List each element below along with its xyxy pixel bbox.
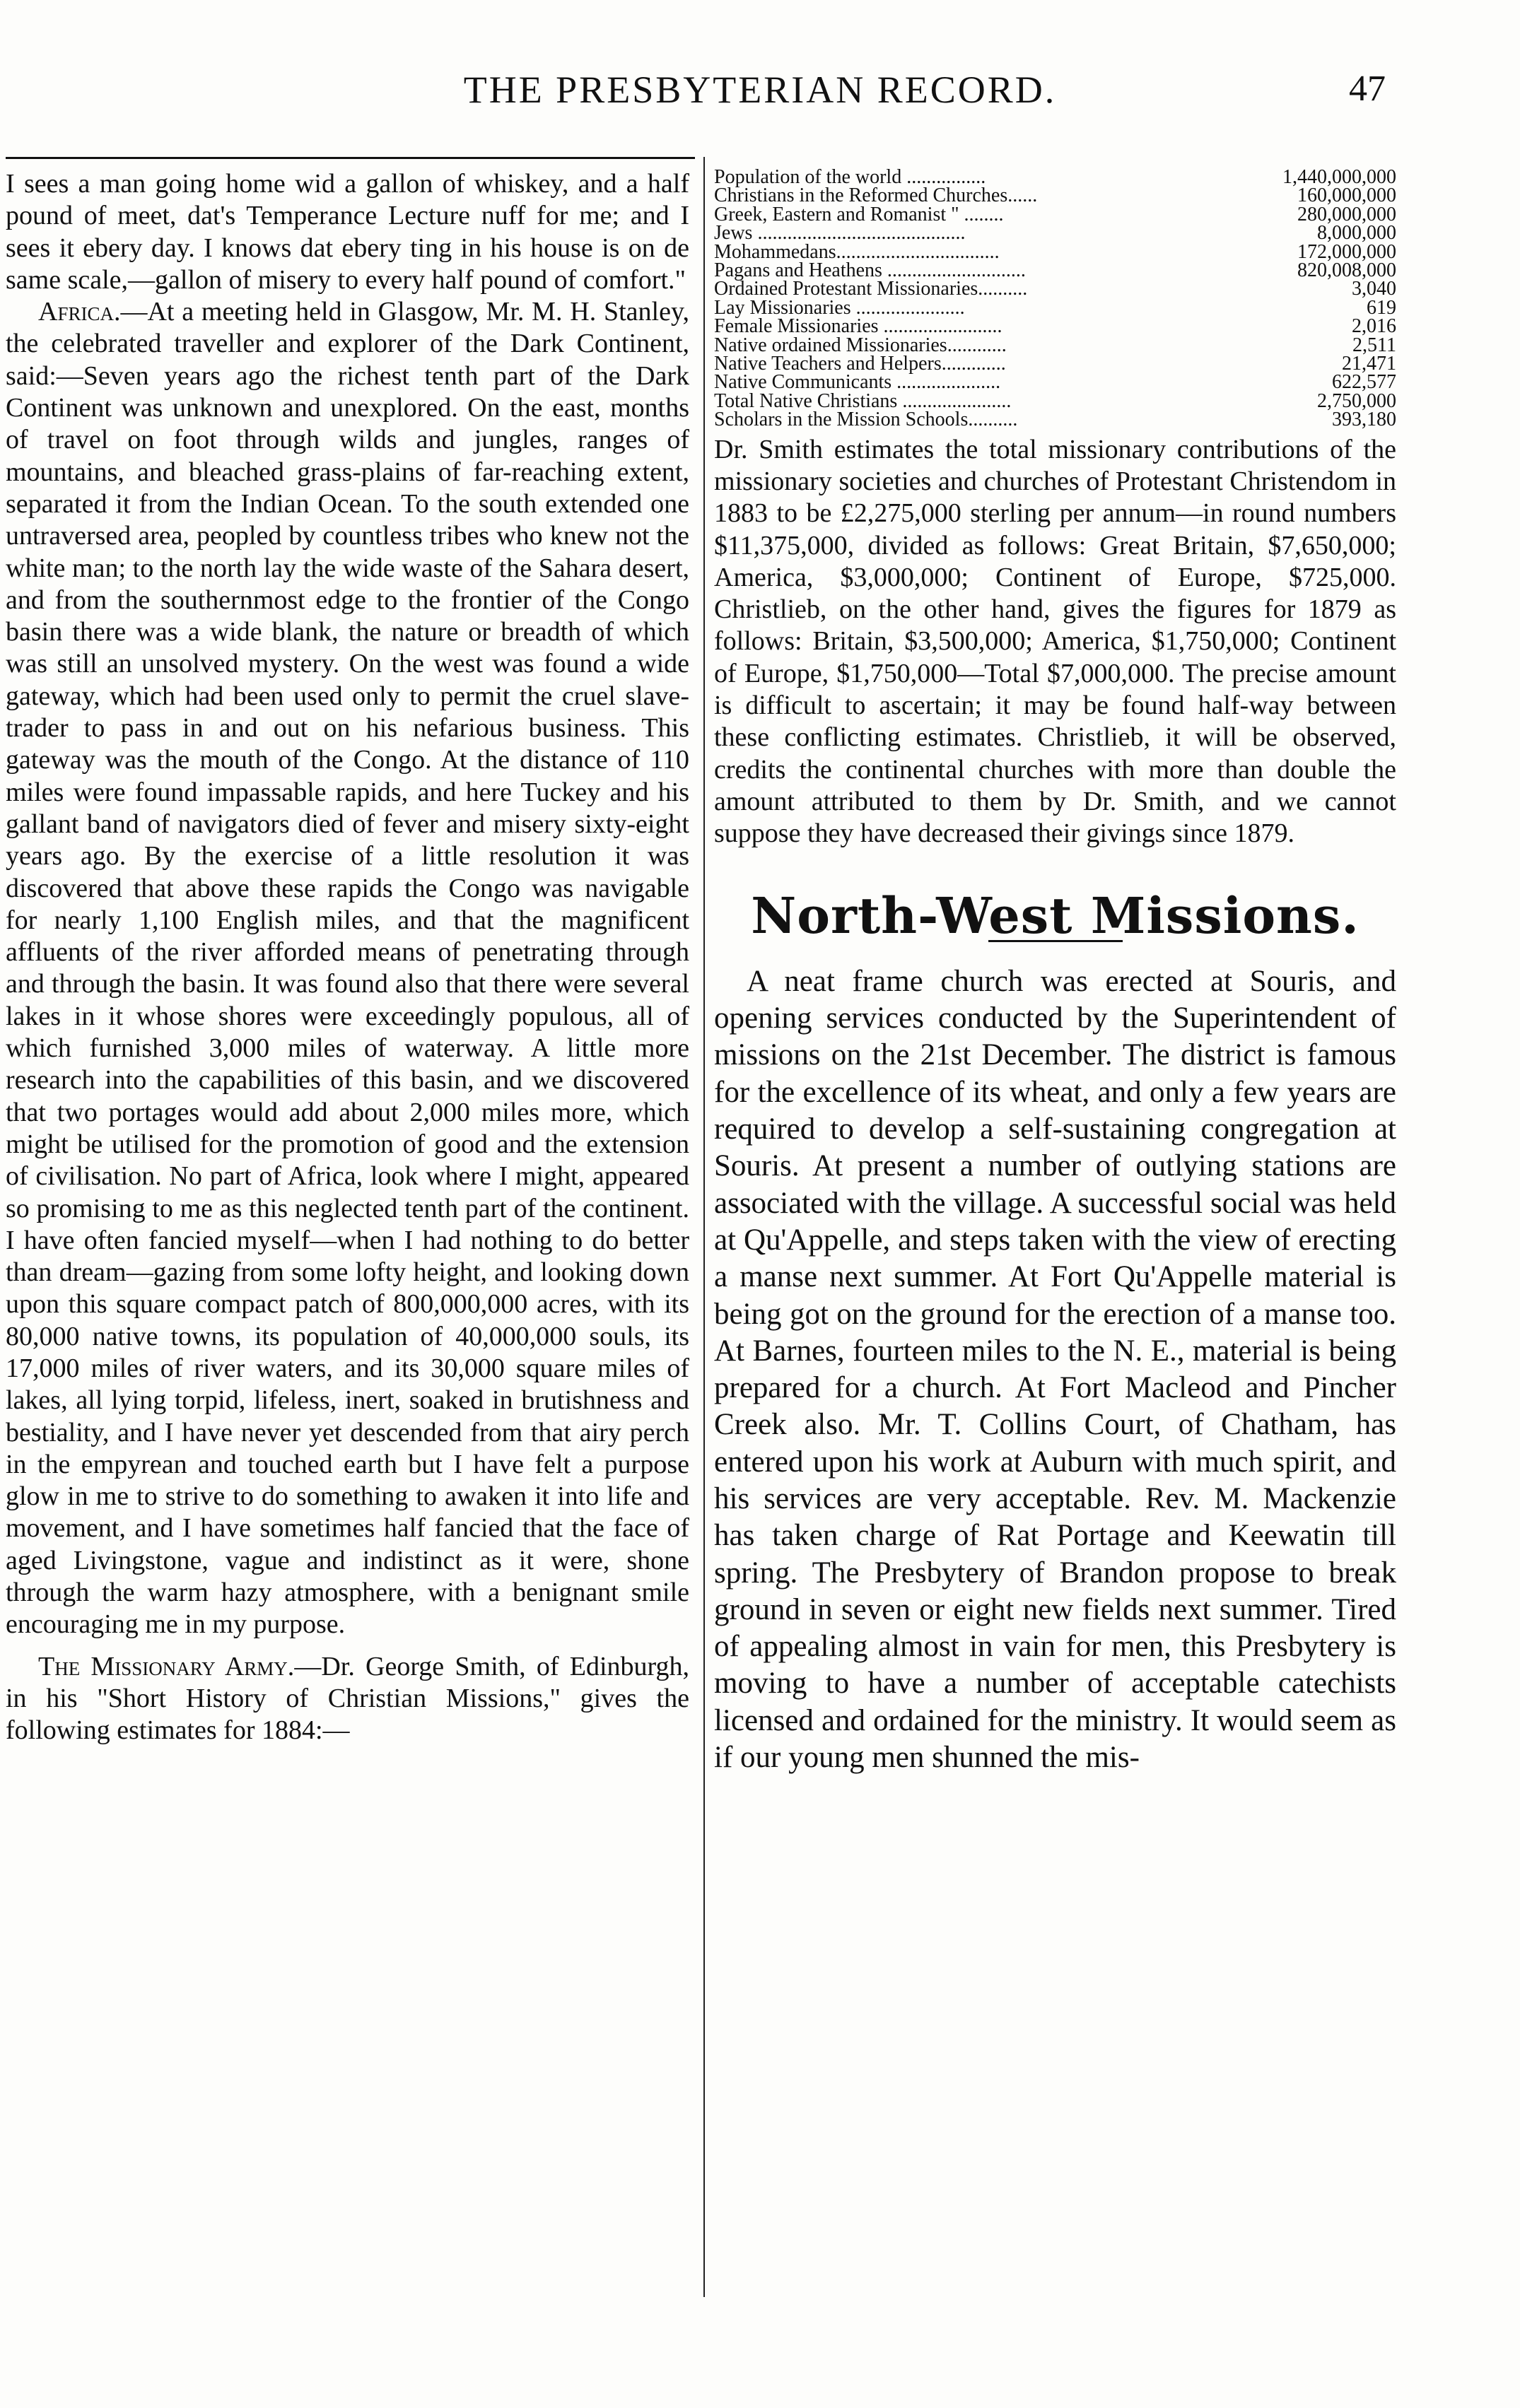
left-column <box>6 168 689 1747</box>
header-rule <box>6 157 695 159</box>
smith-estimates-paragraph: Dr. Smith estimates the total missionary contributions of the missionary societies and churches of Protestant Christendom in 1883 to be £2,275,000 sterling per annum—in round numbers $11,375,000, divided as follows: Great Britain, $7,650,000; America, $3,000,000; Continent of Europe, $725,000. Christlieb, on the other hand, gives the figures for 1879 as follows: Britain, $3,500,000; America, $1,750,000; Continent of Europe, $1,750,000—Total $7,000,000. The precise amount is difficult to ascertain; it may be found half-way between these conflicting estimates. Christlieb, it will be observed, credits the continental churches with more than double the amount attributed to them by Dr. Smith, and we cannot suppose they have decreased their givings since 1879. <box>714 434 1396 849</box>
stat-label: Pagans and Heathens ............................ <box>714 259 1026 282</box>
stat-value: 280,000,000 <box>1297 203 1396 225</box>
stat-row <box>714 411 1396 429</box>
stat-row <box>714 222 1396 245</box>
stat-label: Lay Missionaries ...................... <box>714 296 965 319</box>
africa-label: Africa. <box>38 297 121 327</box>
right-column <box>714 168 1396 1776</box>
stat-value: 8,000,000 <box>1317 222 1396 245</box>
stat-label: Scholars in the Mission Schools.......... <box>714 409 1018 431</box>
running-title: THE PRESBYTERIAN RECORD. <box>463 69 1057 111</box>
stat-value: 3,040 <box>1352 278 1396 300</box>
stat-value: 172,000,000 <box>1297 240 1396 263</box>
stat-label: Christians in the Reformed Churches...... <box>714 184 1038 207</box>
stat-label: Jews .......................................... <box>714 222 966 245</box>
stat-value: 393,180 <box>1332 409 1396 431</box>
stat-value: 2,750,000 <box>1317 389 1396 412</box>
stat-row <box>714 373 1396 392</box>
missionary-army-label: The Missionary Army. <box>38 1651 295 1681</box>
column-divider <box>703 157 705 2297</box>
stat-value: 820,008,000 <box>1297 259 1396 282</box>
stat-value: 160,000,000 <box>1297 184 1396 207</box>
stat-label: Greek, Eastern and Romanist " ........ <box>714 203 1004 225</box>
stat-label: Female Missionaries ........................ <box>714 315 1002 338</box>
stat-value: 619 <box>1367 296 1396 319</box>
missionary-army-text: —Dr. George Smith, of Edinburgh, in his "Short History of Christian Missions," gives the following estimates for 1884:— <box>6 1651 689 1746</box>
stat-value: 2,511 <box>1352 334 1396 356</box>
page-header <box>0 68 1520 117</box>
north-west-missions-paragraph: A neat frame church was erected at Souris, and opening services conducted by the Superintendent of missions on the 21st December. The district is famous for the excellence of its wheat, and only a few years are required to develop a self-sustaining congregation at Souris. At present a number of outlying stations are associated with the village. A successful social was held at Qu'Appelle, and steps taken with the view of erecting a manse next summer. At Fort Qu'Appelle material is being got on the ground for the erection of a manse too. At Barnes, fourteen miles to the N. E., material is being prepared for a church. At Fort Macleod and Pincher Creek also. Mr. T. Collins Court, of Chatham, has entered upon his work at Auburn with much spirit, and his services are very acceptable. Rev. M. Mackenzie has taken charge of Rat Portage and Keewatin till spring. The Presbytery of Brandon propose to break ground in seven or eight new fields next summer. Tired of appealing almost in vain for men, this Presbytery is moving to have a number of acceptable catechists licensed and ordained for the ministry. It would seem as if our young men shunned the mis- <box>714 964 1396 1775</box>
missions-statistics-table <box>714 168 1396 430</box>
stat-value: 2,016 <box>1352 315 1396 338</box>
missionary-army-paragraph <box>6 1651 689 1747</box>
stat-label: Ordained Protestant Missionaries.......... <box>714 278 1028 300</box>
stat-label: Native Communicants ..................... <box>714 371 1001 394</box>
stat-value: 21,471 <box>1342 353 1396 375</box>
africa-text: —At a meeting held in Glasgow, Mr. M. H. Stanley, the celebrated traveller and explorer of the Dark Continent, said:—Seven years ago the richest tenth part of the Dark Continent was unknown and unexplored. On the east, months of travel on foot through wilds and jungles, ranges of mountains, and bleached grass-plains of far-reaching extent, separated it from the Indian Ocean. To the south extended one untraversed area, peopled by countless tribes who knew not the white man; to the north lay the wide waste of the Sahara desert, and from the southernmost edge to the frontier of the Congo basin there was a wide blank, the nature or breadth of which was still an unsolved mystery. On the west was found a wide gateway, which had been used only to permit the cruel slave-trader to pass in and out on his nefarious business. This gateway was the mouth of the Congo. At the distance of 110 miles were found impassable rapids, and here Tuckey and his gallant band of navigators died of fever and misery sixty-eight years ago. By the exercise of a little resolution it was discovered that above these rapids the Congo was navigable for nearly 1,100 English miles, and that the magnificent affluents of the river afforded means of penetrating through and through the basin. It was found also that there were several lakes in it whose shores were exceedingly populous, all of which furnished 3,000 miles of waterway. A little more research into the capabilities of this basin, and we discovered that two portages would add about 2,000 miles more, which might be utilised for the promotion of good and the extension of civilisation. No part of Africa, look where I might, appeared so promising to me as this neglected tenth part of the continent. I have often fancied myself—when I had nothing to do better than dream—gazing from some lofty height, and looking down upon this square compact patch of 800,000,000 acres, with its 80,000 native towns, its population of 40,000,000 souls, its 17,000 miles of river waters, and its 30,000 square miles of lakes, all lying torpid, lifeless, inert, soaked in brutishness and bestiality, and I have never yet descended from that airy perch in the empyrean and touched earth but I have felt a purpose glow in me to strive to do something to awaken it into life and movement, and I have sometimes half fancied that the face of aged Livingstone, vague and indistinct as it were, shone through the warm hazy atmosphere, with a benignant smile encouraging me in my purpose. <box>6 297 689 1640</box>
africa-paragraph <box>6 296 689 1640</box>
temperance-paragraph: I sees a man going home wid a gallon of whiskey, and a half pound of meet, dat's Temperance Lecture nuff for me; and I sees it ebery day. I knows dat ebery ting in his house is on de same scale,—gallon of misery to every half pound of comfort." <box>6 169 689 295</box>
stat-row <box>714 184 1396 207</box>
stat-row <box>714 280 1396 298</box>
stat-label: Population of the world ................ <box>714 166 986 188</box>
section-heading: North-West Missions. <box>751 886 1360 945</box>
page-number: 47 <box>1349 69 1386 109</box>
stat-label: Mohammedans................................. <box>714 240 1000 263</box>
stat-label: Native Teachers and Helpers............. <box>714 353 1006 375</box>
stat-value: 622,577 <box>1332 371 1396 394</box>
stat-row <box>714 317 1396 336</box>
stat-value: 1,440,000,000 <box>1282 166 1396 188</box>
stat-label: Native ordained Missionaries............ <box>714 334 1007 356</box>
stat-label: Total Native Christians ...................... <box>714 389 1012 412</box>
